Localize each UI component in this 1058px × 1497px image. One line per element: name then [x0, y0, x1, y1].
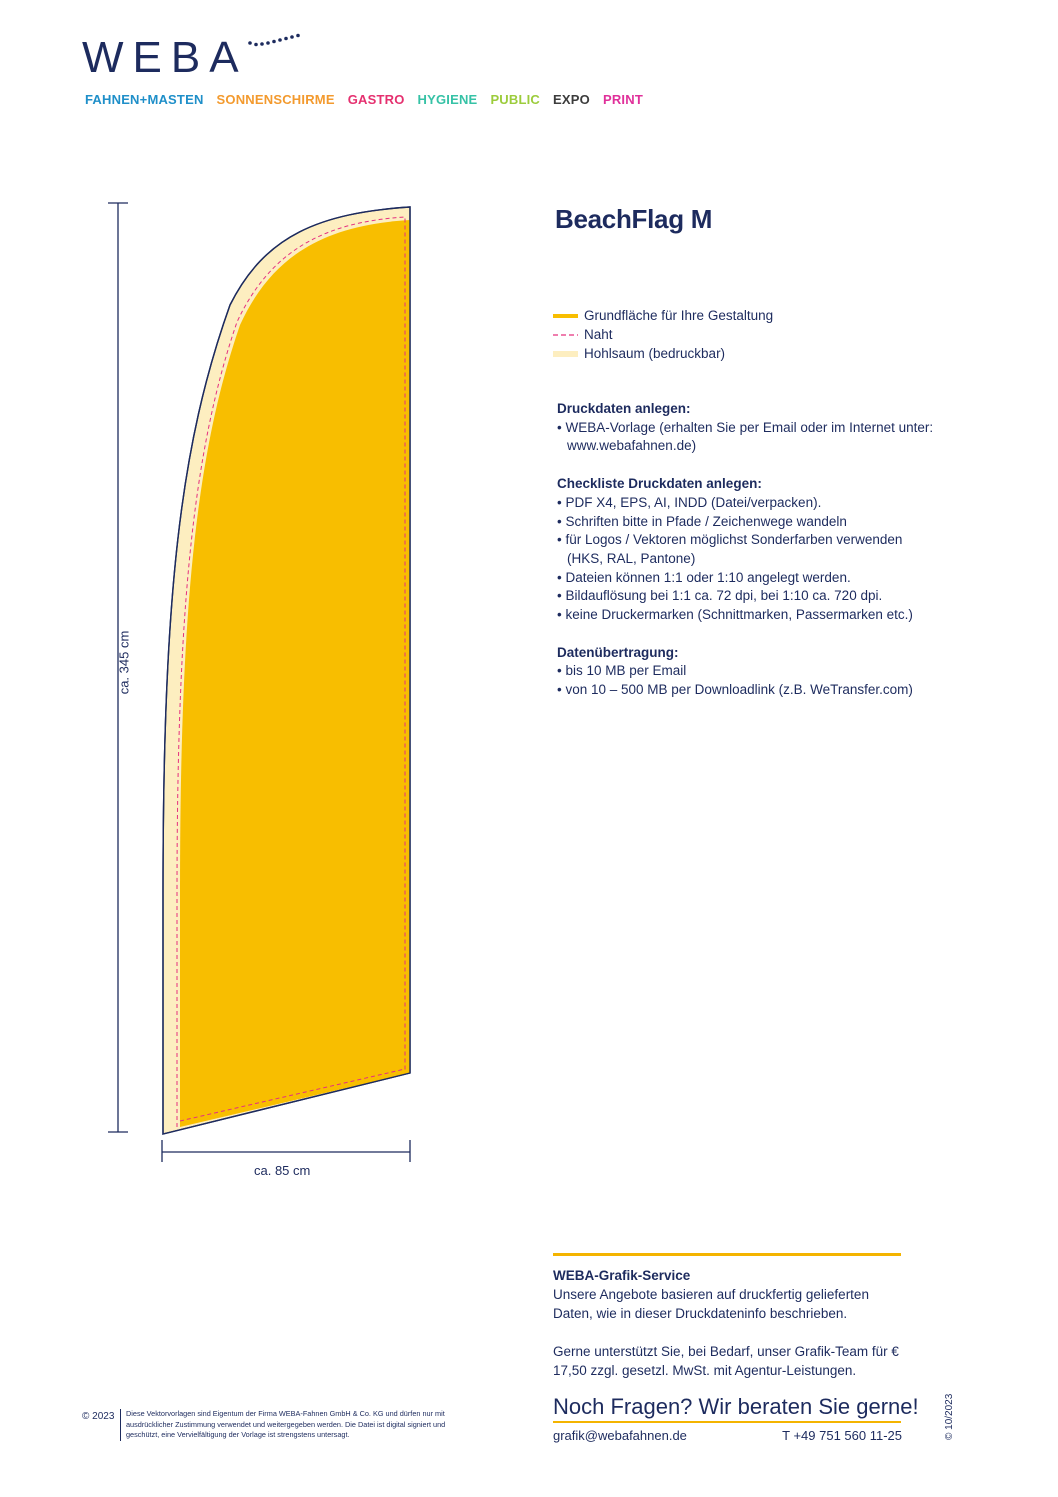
list-item: • bis 10 MB per Email — [557, 662, 937, 681]
nav-item[interactable]: PUBLIC — [490, 92, 541, 107]
legend — [553, 306, 773, 363]
nav-item[interactable]: PRINT — [602, 92, 643, 107]
list-item: • WEBA-Vorlage (erhalten Sie per Email oder im Internet unter: www.webafahnen.de) — [557, 419, 937, 456]
version-date: © 10/2023 — [944, 1393, 955, 1440]
service-heading: WEBA-Grafik-Service — [553, 1268, 691, 1283]
legal-notice: Diese Vektorvorlagen sind Eigentum der Firma WEBA-Fahnen GmbH & Co. KG und dürfen nur mit ausdrücklicher Zustimmung verwendet und weitergegeben werden. Die Datei ist digital signiert und geschützt, eine Vervielfältigung der Vorlage ist strengstens untersagt. — [120, 1409, 446, 1441]
nav-item[interactable]: EXPO — [553, 92, 590, 107]
nav-item[interactable]: FAHNEN+MASTEN — [85, 92, 204, 107]
swatch-dashed-icon — [553, 332, 578, 338]
list-item: • für Logos / Vektoren möglichst Sonderfarben verwenden (HKS, RAL, Pantone) — [557, 531, 937, 568]
copyright: © 2023 — [82, 1411, 115, 1422]
email-link[interactable]: grafik@webafahnen.de — [553, 1428, 687, 1443]
weba-logo: WEBA — [82, 33, 248, 82]
legend-item: Hohlsaum (bedruckbar) — [553, 344, 773, 363]
nav-item[interactable]: HYGIENE — [417, 92, 478, 107]
list-item: • von 10 – 500 MB per Downloadlink (z.B. WeTransfer.com) — [557, 681, 937, 700]
section-heading: Druckdaten anlegen: — [557, 401, 691, 416]
cta-heading: Noch Fragen? Wir beraten Sie gerne! — [553, 1394, 901, 1423]
contact-line — [553, 1428, 902, 1443]
logo-dots-icon — [246, 30, 308, 50]
service-text: Unsere Angebote basieren auf druckfertig gelieferten Daten, wie in dieser Druckdateninfo beschrieben. — [553, 1287, 869, 1321]
list-item: • Bildauflösung bei 1:1 ca. 72 dpi, bei 1:10 ca. 720 dpi. — [557, 587, 937, 606]
list-item: • Schriften bitte in Pfade / Zeichenwege wandeln — [557, 513, 937, 532]
section-heading: Checkliste Druckdaten anlegen: — [557, 476, 762, 492]
legend-item: Grundfläche für Ihre Gestaltung — [553, 306, 773, 325]
list-item: • keine Druckermarken (Schnittmarken, Passermarken etc.) — [557, 606, 937, 625]
list-item: • Dateien können 1:1 oder 1:10 angelegt werden. — [557, 569, 937, 588]
print-data-info — [557, 400, 937, 719]
nav-item[interactable]: GASTRO — [347, 92, 405, 107]
nav-item[interactable]: SONNENSCHIRME — [216, 92, 335, 107]
legend-item: Naht — [553, 325, 773, 344]
page-title: BeachFlag M — [555, 204, 713, 234]
height-label: ca. 345 cm — [116, 630, 132, 695]
width-label: ca. 85 cm — [254, 1163, 311, 1178]
brand-nav — [85, 92, 656, 107]
beachflag-drawing — [100, 195, 420, 1175]
swatch-solid-icon — [553, 313, 578, 319]
section-heading: Datenübertragung: — [557, 644, 679, 660]
phone-number: T +49 751 560 11-25 — [782, 1428, 902, 1443]
swatch-light-icon — [553, 350, 578, 358]
grafik-service — [553, 1253, 901, 1399]
service-text: Gerne unterstützt Sie, bei Bedarf, unser Grafik-Team für € 17,50 zzgl. gesetzl. MwSt. mit Agentur-Leistungen. — [553, 1344, 899, 1378]
list-item: • PDF X4, EPS, AI, INDD (Datei/verpacken). — [557, 494, 937, 513]
